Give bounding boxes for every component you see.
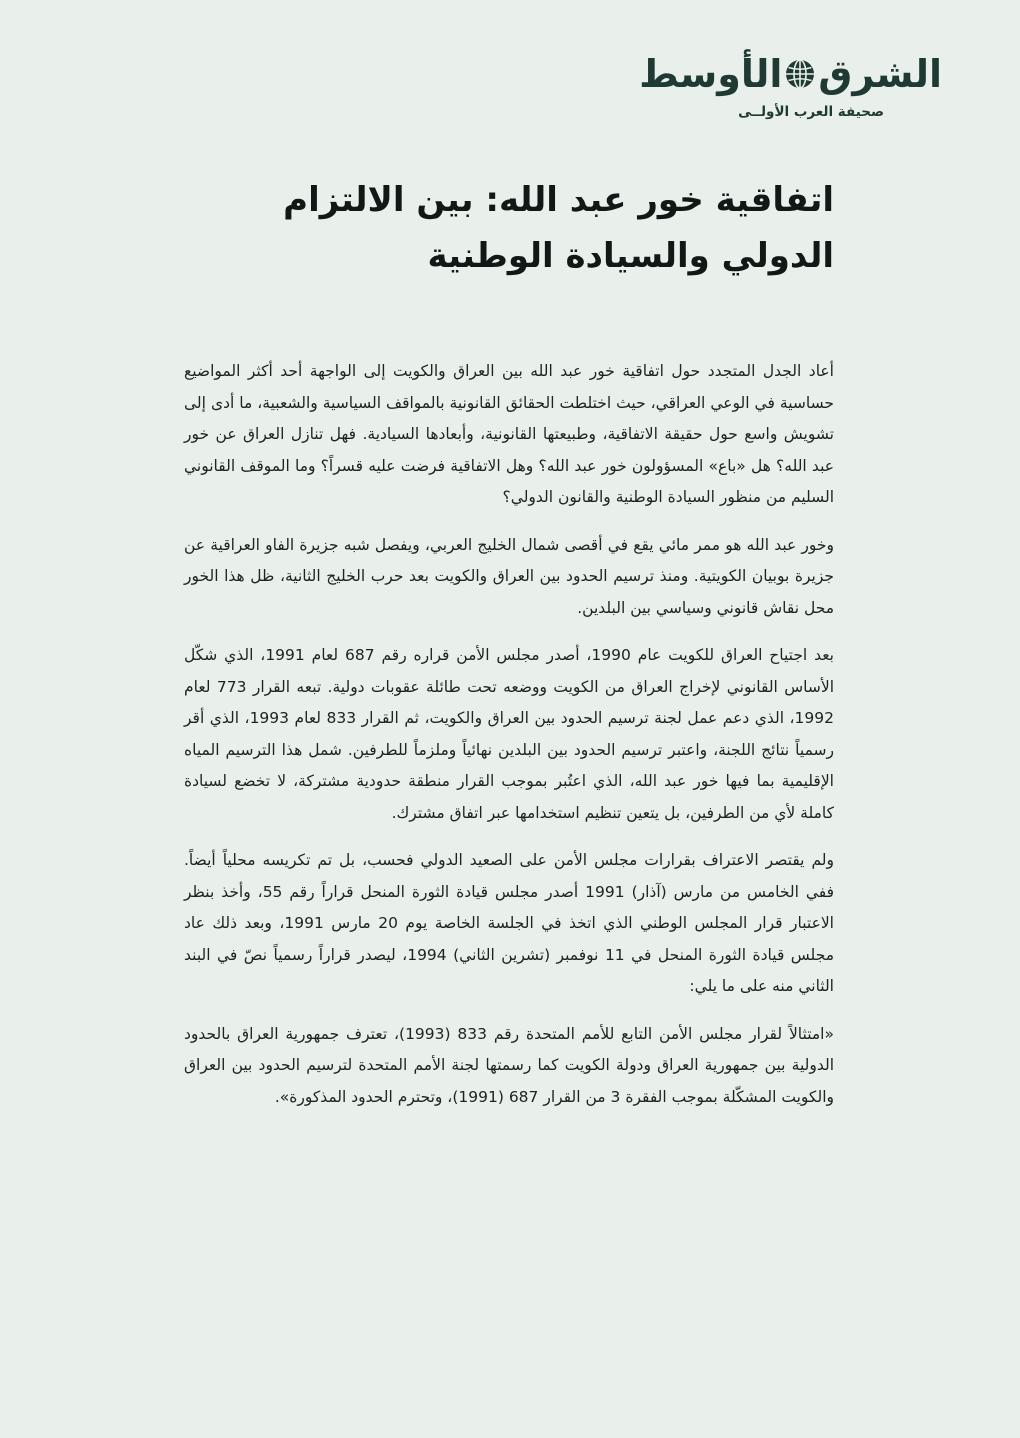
article-paragraph: ولم يقتصر الاعتراف بقرارات مجلس الأمن على الصعيد الدولي فحسب، بل تم تكريسه محلياً أيضاً. ففي الخامس من مارس (آذار) 1991 أصدر مجلس قيادة الثورة المنحل قراراً رقم 55، وأخذ بنظر الاعتبار قرار المجلس الوطني الذي اتخذ في الجلسة الخاصة يوم 20 مارس 1991، وبعد ذلك عاد مجلس قيادة الثورة المنحل في 11 نوفمبر (تشرين الثاني) 1994، ليصدر قراراً رسمياً نصّ في البند الثاني منه على ما يلي: (184, 851, 835, 995)
article-paragraph: أعاد الجدل المتجدد حول اتفاقية خور عبد الله بين العراق والكويت إلى الواجهة أحد أكثر المواضيع حساسية في الوعي العراقي، حيث اختلطت الحقائق القانونية بالمواقف السياسية والشعبية، ما أدى إلى تشويش واسع حول حقيقة الاتفاقية، وطبيعتها القانونية، وأبعادها السيادية. فهل تنازل العراق عن خور عبد الله؟ هل «باع» المسؤولون خور عبد الله؟ وهل الاتفاقية فرضت عليه قسراً؟ وما الموقف القانوني السليم من منظور السيادة الوطنية والقانون الدولي؟ (184, 362, 834, 506)
article-paragraph: وخور عبد الله هو ممر مائي يقع في أقصى شمال الخليج العربي، ويفصل شبه جزيرة الفاو العراقية عن جزيرة بوبيان الكويتية. ومنذ ترسيم الحدود بين العراق والكويت بعد حرب الخليج الثانية، ظل هذا الخور محل نقاش قانوني وسياسي بين البلدين. (184, 535, 834, 617)
logo-word-left: الأوسط (639, 52, 783, 96)
newspaper-tagline: صحيفة العرب الأولــى (738, 104, 884, 120)
masthead (639, 46, 942, 120)
logo-word-right: الشرق (818, 52, 942, 96)
article-paragraph: بعد اجتياح العراق للكويت عام 1990، أصدر مجلس الأمن قراره رقم 687 لعام 1991، الذي شكّل الأساس القانوني لإخراج العراق من الكويت ووضعه تحت طائلة عقوبات دولية. تبعه القرار 773 لعام 1992، الذي دعم عمل لجنة ترسيم الحدود بين العراق والكويت، ثم القرار 833 لعام 1993، الذي أقر رسمياً نتائج اللجنة، واعتبر ترسيم الحدود بين البلدين نهائياً وملزماً للطرفين. شمل هذا الترسيم المياه الإقليمية بما فيها خور عبد الله، الذي اعتُبر بموجب القرار منطقة حدودية مشتركة، لا تخضع لسيادة كاملة لأي من الطرفين، بل يتعين تنظيم استخدامها عبر اتفاق مشترك. (184, 646, 834, 822)
globe-icon (785, 59, 815, 89)
article-headline: اتفاقية خور عبد الله: بين الالتزام الدولي والسيادة الوطنية (283, 180, 834, 276)
article-body (184, 356, 834, 1129)
newspaper-logo[interactable] (639, 46, 942, 102)
article-quote-paragraph: «امتثالاً لقرار مجلس الأمن التابع للأمم المتحدة رقم 833 (1993)، تعترف جمهورية العراق بالحدود الدولية بين جمهورية العراق ودولة الكويت كما رسمتها لجنة الأمم المتحدة لترسيم الحدود بين العراق والكويت المشكّلة بموجب الفقرة 3 من القرار 687 (1991)، وتحترم الحدود المذكورة». (184, 1024, 834, 1106)
